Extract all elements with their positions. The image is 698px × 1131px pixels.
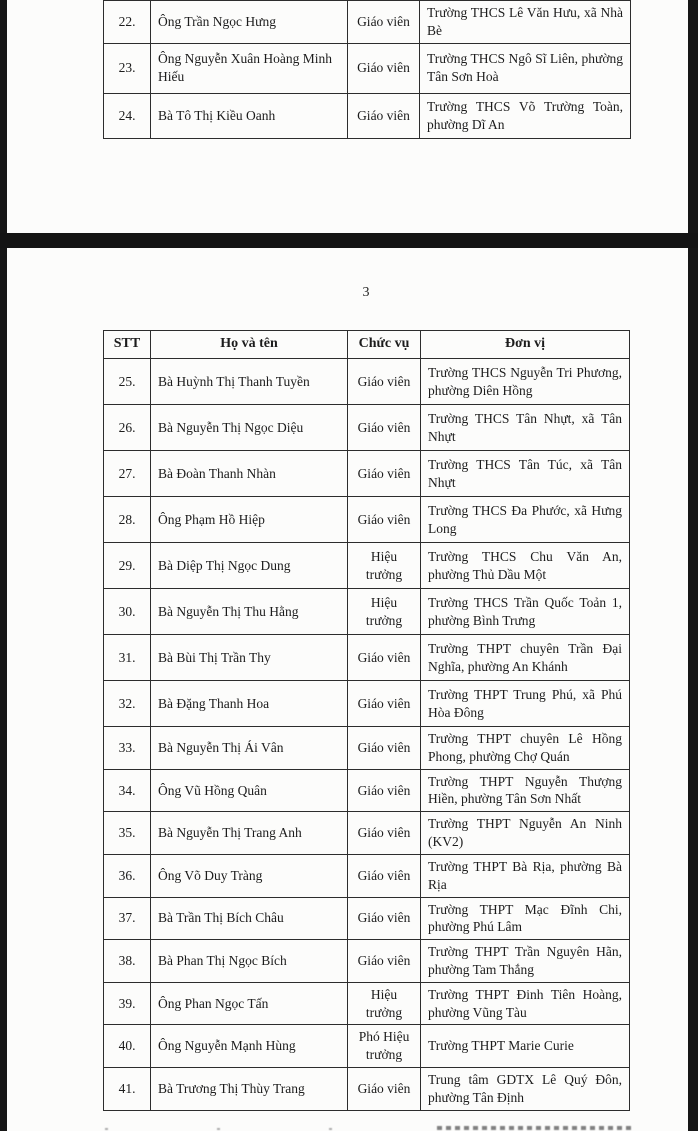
page-gap bbox=[0, 233, 698, 248]
page-3 bbox=[7, 248, 688, 1131]
cell-role: Giáo viên bbox=[348, 43, 420, 93]
cell-name: Bà Phan Thị Ngọc Bích bbox=[151, 940, 348, 983]
table-row bbox=[104, 1068, 630, 1111]
teacher-table bbox=[103, 330, 630, 1111]
table-row bbox=[104, 43, 631, 93]
cell-role: Giáo viên bbox=[348, 497, 421, 543]
cell-unit: Trường THPT Nguyễn An Ninh (KV2) bbox=[421, 812, 630, 855]
cell-unit: Trường THPT Trần Nguyên Hãn, phường Tam Thắng bbox=[421, 940, 630, 983]
table-row bbox=[104, 769, 630, 812]
teacher-table-fragment bbox=[103, 0, 631, 139]
cell-stt: 32. bbox=[104, 681, 151, 727]
cell-role: Giáo viên bbox=[348, 405, 421, 451]
table-row bbox=[104, 681, 630, 727]
table-row bbox=[104, 93, 631, 138]
cell-unit: Trường THPT Đinh Tiên Hoàng, phường Vũng Tàu bbox=[421, 982, 630, 1025]
cell-role: Hiệu trưởng bbox=[348, 982, 421, 1025]
cell-role: Giáo viên bbox=[348, 727, 421, 770]
blurred-next-row-remnant bbox=[103, 1125, 635, 1131]
cell-name: Bà Đoàn Thanh Nhàn bbox=[151, 451, 348, 497]
header-name: Họ và tên bbox=[151, 331, 348, 359]
cell-unit: Trường THPT Mạc Đĩnh Chi, phường Phú Lâm bbox=[421, 897, 630, 940]
cell-role: Giáo viên bbox=[348, 93, 420, 138]
cell-unit: Trường THPT Marie Curie bbox=[421, 1025, 630, 1068]
cell-name: Bà Đặng Thanh Hoa bbox=[151, 681, 348, 727]
cell-stt: 40. bbox=[104, 1025, 151, 1068]
cell-unit: Trường THCS Tân Nhựt, xã Tân Nhựt bbox=[421, 405, 630, 451]
table-row bbox=[104, 1025, 630, 1068]
cell-role: Hiệu trưởng bbox=[348, 543, 421, 589]
table-row bbox=[104, 543, 630, 589]
cell-stt: 36. bbox=[104, 854, 151, 897]
cell-name: Bà Tô Thị Kiều Oanh bbox=[151, 93, 348, 138]
cell-stt: 22. bbox=[104, 1, 151, 44]
table-row bbox=[104, 405, 630, 451]
table-row bbox=[104, 451, 630, 497]
cell-name: Bà Bùi Thị Trần Thy bbox=[151, 635, 348, 681]
header-stt: STT bbox=[104, 331, 151, 359]
cell-unit: Trung tâm GDTX Lê Quý Đôn, phường Tân Định bbox=[421, 1068, 630, 1111]
cell-name: Bà Huỳnh Thị Thanh Tuyền bbox=[151, 359, 348, 405]
header-unit: Đơn vị bbox=[421, 331, 630, 359]
page-number: 3 bbox=[362, 285, 370, 300]
cell-role: Giáo viên bbox=[348, 359, 421, 405]
cell-role: Giáo viên bbox=[348, 681, 421, 727]
cell-stt: 38. bbox=[104, 940, 151, 983]
table-row bbox=[104, 497, 630, 543]
cell-stt: 28. bbox=[104, 497, 151, 543]
table-header-row bbox=[104, 331, 630, 359]
cell-name: Bà Nguyễn Thị Ngọc Diệu bbox=[151, 405, 348, 451]
table-row bbox=[104, 635, 630, 681]
cell-stt: 31. bbox=[104, 635, 151, 681]
cell-role: Giáo viên bbox=[348, 769, 421, 812]
cell-stt: 26. bbox=[104, 405, 151, 451]
cell-unit: Trường THPT Trung Phú, xã Phú Hòa Đông bbox=[421, 681, 630, 727]
table-row bbox=[104, 982, 630, 1025]
cell-stt: 33. bbox=[104, 727, 151, 770]
table-row bbox=[104, 897, 630, 940]
cell-unit: Trường THCS Chu Văn An, phường Thủ Dầu Một bbox=[421, 543, 630, 589]
cell-name: Bà Nguyễn Thị Trang Anh bbox=[151, 812, 348, 855]
cell-name: Ông Phan Ngọc Tấn bbox=[151, 982, 348, 1025]
table-row bbox=[104, 812, 630, 855]
cell-stt: 37. bbox=[104, 897, 151, 940]
cell-name: Bà Diệp Thị Ngọc Dung bbox=[151, 543, 348, 589]
cell-unit: Trường THPT Nguyễn Thượng Hiền, phường Tân Sơn Nhất bbox=[421, 769, 630, 812]
cell-name: Bà Nguyễn Thị Ái Vân bbox=[151, 727, 348, 770]
table-row bbox=[104, 940, 630, 983]
table-row bbox=[104, 727, 630, 770]
cell-stt: 23. bbox=[104, 43, 151, 93]
cell-role: Giáo viên bbox=[348, 897, 421, 940]
cell-unit: Trường THCS Trần Quốc Toản 1, phường Bình Trưng bbox=[421, 589, 630, 635]
cell-stt: 29. bbox=[104, 543, 151, 589]
table-row bbox=[104, 589, 630, 635]
cell-name: Ông Vũ Hồng Quân bbox=[151, 769, 348, 812]
cell-name: Ông Phạm Hồ Hiệp bbox=[151, 497, 348, 543]
cell-stt: 24. bbox=[104, 93, 151, 138]
cell-name: Ông Nguyễn Xuân Hoàng Minh Hiếu bbox=[151, 43, 348, 93]
cell-name: Bà Nguyễn Thị Thu Hằng bbox=[151, 589, 348, 635]
cell-unit: Trường THCS Nguyễn Tri Phương, phường Diên Hồng bbox=[421, 359, 630, 405]
cell-role: Giáo viên bbox=[348, 1068, 421, 1111]
cell-role: Giáo viên bbox=[348, 1, 420, 44]
cell-stt: 35. bbox=[104, 812, 151, 855]
cell-role: Giáo viên bbox=[348, 940, 421, 983]
cell-unit: Trường THCS Võ Trường Toàn, phường Dĩ An bbox=[420, 93, 631, 138]
cell-stt: 39. bbox=[104, 982, 151, 1025]
cell-name: Ông Nguyễn Mạnh Hùng bbox=[151, 1025, 348, 1068]
cell-role: Giáo viên bbox=[348, 635, 421, 681]
cell-stt: 34. bbox=[104, 769, 151, 812]
cell-role: Giáo viên bbox=[348, 451, 421, 497]
cell-unit: Trường THCS Ngô Sĩ Liên, phường Tân Sơn Hoà bbox=[420, 43, 631, 93]
cell-unit: Trường THPT chuyên Trần Đại Nghĩa, phường An Khánh bbox=[421, 635, 630, 681]
header-role: Chức vụ bbox=[348, 331, 421, 359]
cell-role: Giáo viên bbox=[348, 812, 421, 855]
cell-role: Giáo viên bbox=[348, 854, 421, 897]
table-row bbox=[104, 359, 630, 405]
cell-stt: 30. bbox=[104, 589, 151, 635]
blur-text-line bbox=[437, 1126, 633, 1130]
cell-unit: Trường THCS Lê Văn Hưu, xã Nhà Bè bbox=[420, 1, 631, 44]
cell-stt: 25. bbox=[104, 359, 151, 405]
cell-name: Ông Võ Duy Tràng bbox=[151, 854, 348, 897]
cell-name: Ông Trần Ngọc Hưng bbox=[151, 1, 348, 44]
cell-role: Phó Hiệu trưởng bbox=[348, 1025, 421, 1068]
cell-unit: Trường THCS Tân Túc, xã Tân Nhựt bbox=[421, 451, 630, 497]
page-2-fragment bbox=[7, 0, 688, 233]
cell-stt: 41. bbox=[104, 1068, 151, 1111]
cell-name: Bà Trương Thị Thùy Trang bbox=[151, 1068, 348, 1111]
table-row bbox=[104, 854, 630, 897]
blur-dots bbox=[105, 1128, 435, 1130]
cell-role: Hiệu trưởng bbox=[348, 589, 421, 635]
cell-stt: 27. bbox=[104, 451, 151, 497]
cell-name: Bà Trần Thị Bích Châu bbox=[151, 897, 348, 940]
table-row bbox=[104, 1, 631, 44]
cell-unit: Trường THCS Đa Phước, xã Hưng Long bbox=[421, 497, 630, 543]
cell-unit: Trường THPT chuyên Lê Hồng Phong, phường Chợ Quán bbox=[421, 727, 630, 770]
cell-unit: Trường THPT Bà Rịa, phường Bà Rịa bbox=[421, 854, 630, 897]
